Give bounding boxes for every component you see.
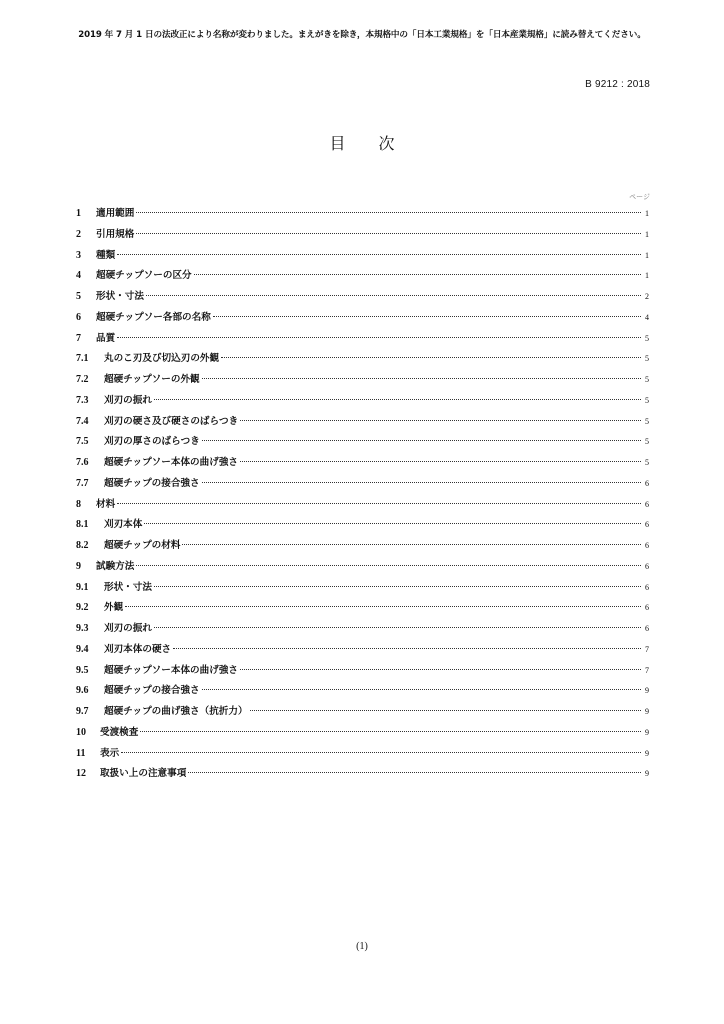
toc-entry-page: 5 [645, 375, 649, 384]
toc-entry[interactable] [76, 557, 649, 578]
dot-leader [140, 731, 641, 732]
toc-entry-number: 9.6 [76, 685, 89, 697]
toc-entry-label: 超硬チップソーの区分 [96, 270, 192, 282]
toc-entry[interactable] [76, 432, 649, 453]
dot-leader [250, 710, 641, 711]
toc-entry-page: 9 [645, 727, 649, 737]
dot-leader [240, 420, 641, 421]
dot-leader [221, 357, 641, 358]
toc-entry-number: 5 [76, 291, 81, 302]
dot-leader [154, 399, 641, 400]
dot-leader [194, 274, 641, 275]
toc-entry-page: 1 [645, 271, 649, 281]
toc-entry[interactable] [76, 640, 649, 661]
toc-entry-page: 5 [645, 395, 649, 405]
toc-entry-page: 5 [645, 458, 649, 467]
toc-entry-number: 7.2 [76, 374, 89, 385]
toc-entry[interactable] [76, 474, 649, 495]
toc-entry[interactable] [76, 204, 649, 225]
toc-entry-label: 刈刃本体の硬さ [104, 643, 172, 655]
dot-leader [182, 544, 641, 545]
toc-entry-label: 刈刃本体 [104, 519, 143, 531]
toc-entry[interactable] [76, 515, 649, 536]
toc-entry-page: 2 [645, 292, 649, 301]
toc-entry-label: 形状・寸法 [104, 581, 152, 593]
toc-entry[interactable] [76, 329, 649, 350]
dot-leader [117, 503, 641, 504]
toc-entry-label: 超硬チップソーの外観 [104, 374, 200, 385]
toc-entry-label: 丸のこ刃及び切込刃の外観 [104, 353, 220, 365]
dot-leader [202, 440, 641, 441]
toc-entry-page: 6 [645, 499, 649, 509]
toc-entry-number: 7.7 [76, 477, 89, 489]
toc-entry-label: 種類 [96, 249, 116, 261]
toc-entry-page: 9 [645, 748, 649, 758]
toc-entry-number: 9.4 [76, 643, 89, 655]
dot-leader [136, 565, 641, 566]
table-of-contents [76, 204, 649, 785]
toc-entry[interactable] [76, 744, 649, 765]
toc-entry-number: 8.2 [76, 540, 89, 551]
toc-entry[interactable] [76, 702, 649, 723]
toc-entry-label: 刈刃の振れ [104, 394, 152, 406]
toc-entry-label: 材料 [96, 498, 116, 510]
toc-entry-number: 3 [76, 249, 81, 261]
toc-entry-page: 5 [645, 416, 649, 426]
toc-entry-label: 引用規格 [96, 228, 135, 240]
toc-entry-label: 適用範囲 [96, 208, 135, 219]
toc-entry-label: 超硬チップソー本体の曲げ強さ [104, 664, 239, 676]
toc-entry-number: 9.5 [76, 664, 89, 676]
toc-entry-label: 刈刃の振れ [104, 623, 152, 634]
toc-entry-label: 超硬チップの接合強さ [104, 477, 200, 489]
toc-entry[interactable] [76, 619, 649, 640]
toc-entry-label: 超硬チップソー本体の曲げ強さ [104, 457, 239, 468]
toc-entry[interactable] [76, 723, 649, 744]
toc-entry-label: 表示 [100, 747, 120, 759]
toc-entry-number: 8 [76, 498, 81, 510]
dot-leader [121, 752, 641, 753]
standard-number: B 9212 : 2018 [585, 79, 650, 90]
toc-entry-number: 11 [76, 747, 86, 759]
toc-entry-page: 6 [645, 478, 649, 488]
toc-entry-page: 9 [645, 769, 649, 779]
toc-entry-page: 6 [645, 603, 649, 613]
dot-leader [154, 586, 641, 587]
toc-entry-page: 1 [645, 209, 649, 218]
dot-leader [202, 689, 641, 690]
toc-entry-label: 超硬チップの曲げ強さ（抗折力） [104, 706, 248, 717]
dot-leader [202, 482, 641, 483]
dot-leader [240, 461, 641, 462]
toc-entry[interactable] [76, 225, 649, 246]
toc-entry-number: 2 [76, 228, 81, 240]
toc-entry-label: 形状・寸法 [96, 291, 144, 302]
toc-entry-number: 4 [76, 270, 81, 282]
toc-entry[interactable] [76, 598, 649, 619]
toc-entry-label: 超硬チップの材料 [104, 540, 181, 551]
toc-entry[interactable] [76, 266, 649, 287]
toc-entry[interactable] [76, 308, 649, 329]
dot-leader [136, 212, 641, 213]
toc-entry-number: 7.3 [76, 394, 89, 406]
toc-entry[interactable] [76, 287, 649, 308]
toc-entry[interactable] [76, 349, 649, 370]
toc-entry-label: 刈刃の厚さのばらつき [104, 436, 200, 448]
toc-entry-label: 超硬チップの接合強さ [104, 685, 200, 697]
page-folio: (1) [356, 941, 368, 952]
dot-leader [202, 378, 641, 379]
toc-entry[interactable] [76, 453, 649, 474]
toc-entry-page: 6 [645, 624, 649, 633]
toc-entry-page: 7 [645, 644, 649, 654]
dot-leader [213, 316, 641, 317]
page-column-label: ページ [629, 193, 650, 201]
dot-leader [240, 669, 641, 670]
toc-entry-page: 6 [645, 541, 649, 550]
toc-entry-page: 1 [645, 229, 649, 239]
toc-entry-number: 7 [76, 332, 81, 344]
toc-entry[interactable] [76, 246, 649, 267]
toc-entry-number: 9.1 [76, 581, 89, 593]
toc-entry-label: 受渡検査 [100, 726, 139, 738]
toc-entry-page: 6 [645, 520, 649, 530]
toc-entry[interactable] [76, 764, 649, 785]
toc-entry-number: 6 [76, 311, 81, 323]
dot-leader [173, 648, 641, 649]
toc-entry-number: 7.6 [76, 457, 89, 468]
toc-entry-page: 9 [645, 707, 649, 716]
toc-entry-page: 6 [645, 561, 649, 571]
toc-entry-label: 超硬チップソー各部の名称 [96, 311, 211, 323]
toc-title: 目 次 [329, 134, 409, 153]
toc-entry-page: 4 [645, 312, 649, 322]
toc-entry-number: 10 [76, 726, 86, 738]
toc-entry-page: 5 [645, 354, 649, 364]
toc-entry[interactable] [76, 495, 649, 516]
toc-entry-number: 7.1 [76, 353, 89, 365]
dot-leader [154, 627, 641, 628]
dot-leader [117, 254, 641, 255]
revision-notice: 2019 年 7 月 1 日の法改正により名称が変わりました。まえがきを除き，本規格中の「日本工業規格」を「日本産業規格」に読み替えてください。 [78, 30, 646, 40]
toc-entry[interactable] [76, 536, 649, 557]
toc-entry[interactable] [76, 391, 649, 412]
toc-entry-number: 1 [76, 208, 81, 219]
toc-entry-page: 7 [645, 665, 649, 675]
dot-leader [117, 337, 641, 338]
toc-entry[interactable] [76, 681, 649, 702]
toc-entry-page: 1 [645, 250, 649, 260]
toc-entry-page: 6 [645, 582, 649, 592]
toc-entry-page: 9 [645, 686, 649, 696]
dot-leader [144, 523, 641, 524]
toc-entry-label: 取扱い上の注意事項 [100, 768, 187, 780]
dot-leader [188, 772, 641, 773]
toc-entry-label: 試験方法 [96, 560, 135, 572]
toc-entry[interactable] [76, 578, 649, 599]
toc-entry[interactable] [76, 661, 649, 682]
toc-entry-number: 9.2 [76, 602, 89, 614]
dot-leader [136, 233, 641, 234]
toc-entry-label: 刈刃の硬さ及び硬さのばらつき [104, 415, 239, 427]
toc-entry-number: 7.4 [76, 415, 89, 427]
toc-entry-page: 5 [645, 437, 649, 447]
toc-entry-label: 外観 [104, 602, 124, 614]
toc-entry-number: 9 [76, 560, 81, 572]
toc-entry[interactable] [76, 370, 649, 391]
dot-leader [146, 295, 641, 296]
toc-entry-page: 5 [645, 333, 649, 343]
toc-entry-number: 12 [76, 768, 86, 780]
toc-entry-number: 9.3 [76, 623, 89, 634]
toc-entry-label: 品質 [96, 332, 116, 344]
toc-entry-number: 9.7 [76, 706, 89, 717]
toc-entry[interactable] [76, 412, 649, 433]
toc-entry-number: 8.1 [76, 519, 89, 531]
dot-leader [125, 606, 641, 607]
toc-entry-number: 7.5 [76, 436, 89, 448]
